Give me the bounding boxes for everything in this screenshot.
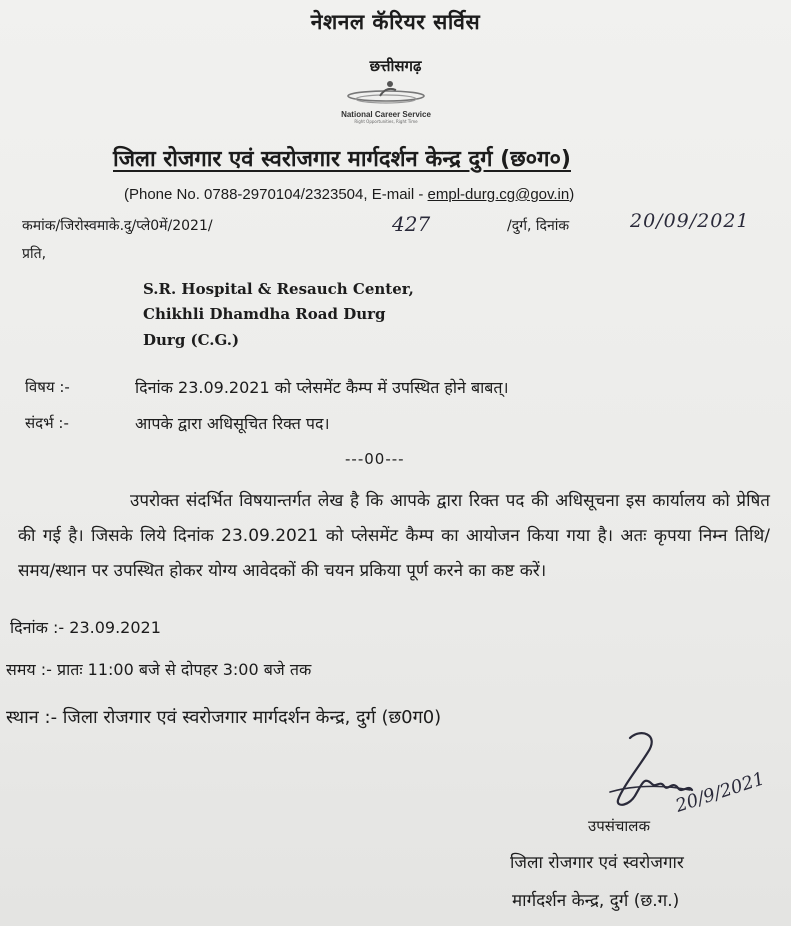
reference-text: आपके द्वारा अधिसूचित रिक्त पद। <box>135 414 330 433</box>
recipient-line-1: S.R. Hospital & Resauch Center, <box>143 280 414 298</box>
state-name: छत्तीसगढ़ <box>369 57 422 75</box>
body-paragraph <box>18 484 770 589</box>
contact-suffix: ) <box>569 186 575 203</box>
handwritten-date: 20/09/2021 <box>630 210 750 232</box>
designation: उपसंचालक <box>588 817 650 835</box>
signature-date: 20/9/2021 <box>673 768 768 817</box>
signatory-office-line-2: मार्गदर्शन केन्द्र, दुर्ग (छ.ग.) <box>512 891 680 911</box>
place-date-label: /दुर्ग, दिनांक <box>507 218 570 234</box>
event-time: समय :- प्रातः 11:00 बजे से दोपहर 3:00 बजे तक <box>6 660 312 679</box>
reference-label: संदर्भ :- <box>25 414 69 432</box>
contact-line <box>124 186 574 203</box>
signature-scribble <box>600 728 785 828</box>
separator: ---00--- <box>345 450 405 468</box>
subject-text: दिनांक 23.09.2021 को प्लेसमेंट कैम्प में उपस्थित होने बाबत्। <box>135 378 509 397</box>
to-label: प्रति, <box>22 246 47 262</box>
signatory-office-line-1: जिला रोजगार एवं स्वरोजगार <box>510 853 684 873</box>
event-place: स्थान :- जिला रोजगार एवं स्वरोजगार मार्गदर्शन केन्द्र, दुर्ग (छ0ग0) <box>6 707 442 728</box>
event-date: दिनांक :- 23.09.2021 <box>10 618 161 637</box>
office-title: जिला रोजगार एवं स्वरोजगार मार्गदर्शन केन्द्र दुर्ग (छ०ग०) <box>113 147 571 172</box>
ncs-logo <box>330 78 442 124</box>
contact-prefix: (Phone No. 0788-2970104/2323504, E-mail - <box>124 186 428 203</box>
org-title: नेशनल कॅरियर सर्विस <box>310 10 481 34</box>
letter-number: कमांक/जिरोस्वमाके.दु/प्ले0में/2021/ <box>22 218 213 234</box>
ncs-emblem-icon <box>330 78 442 106</box>
email-link[interactable]: empl-durg.cg@gov.in <box>427 186 570 203</box>
logo-text: National Career Service <box>341 110 431 119</box>
recipient-line-2: Chikhli Dhamdha Road Durg <box>143 305 386 323</box>
recipient-line-3: Durg (C.G.) <box>143 331 240 349</box>
subject-label: विषय :- <box>25 378 70 396</box>
signature <box>600 728 785 828</box>
handwritten-number: 427 <box>392 212 431 236</box>
body-text: उपरोक्त संदर्भित विषयान्तर्गत लेख है कि आपके द्वारा रिक्त पद की अधिसूचना इस कार्यालय को प्रेषित की गई है। जिसके लिये दिनांक 23.09.2021 को प्लेसमेंट कैम्प का आयोजन किया गया है। अतः कृपया निम्न तिथि/समय/स्थान पर उपस्थित होकर योग्य आवेदकों की चयन प्रकिया पूर्ण करने का कष्ट करें। <box>18 491 770 581</box>
logo-tagline: Right Opportunities, Right Time <box>354 119 418 124</box>
reference-row <box>22 210 782 244</box>
